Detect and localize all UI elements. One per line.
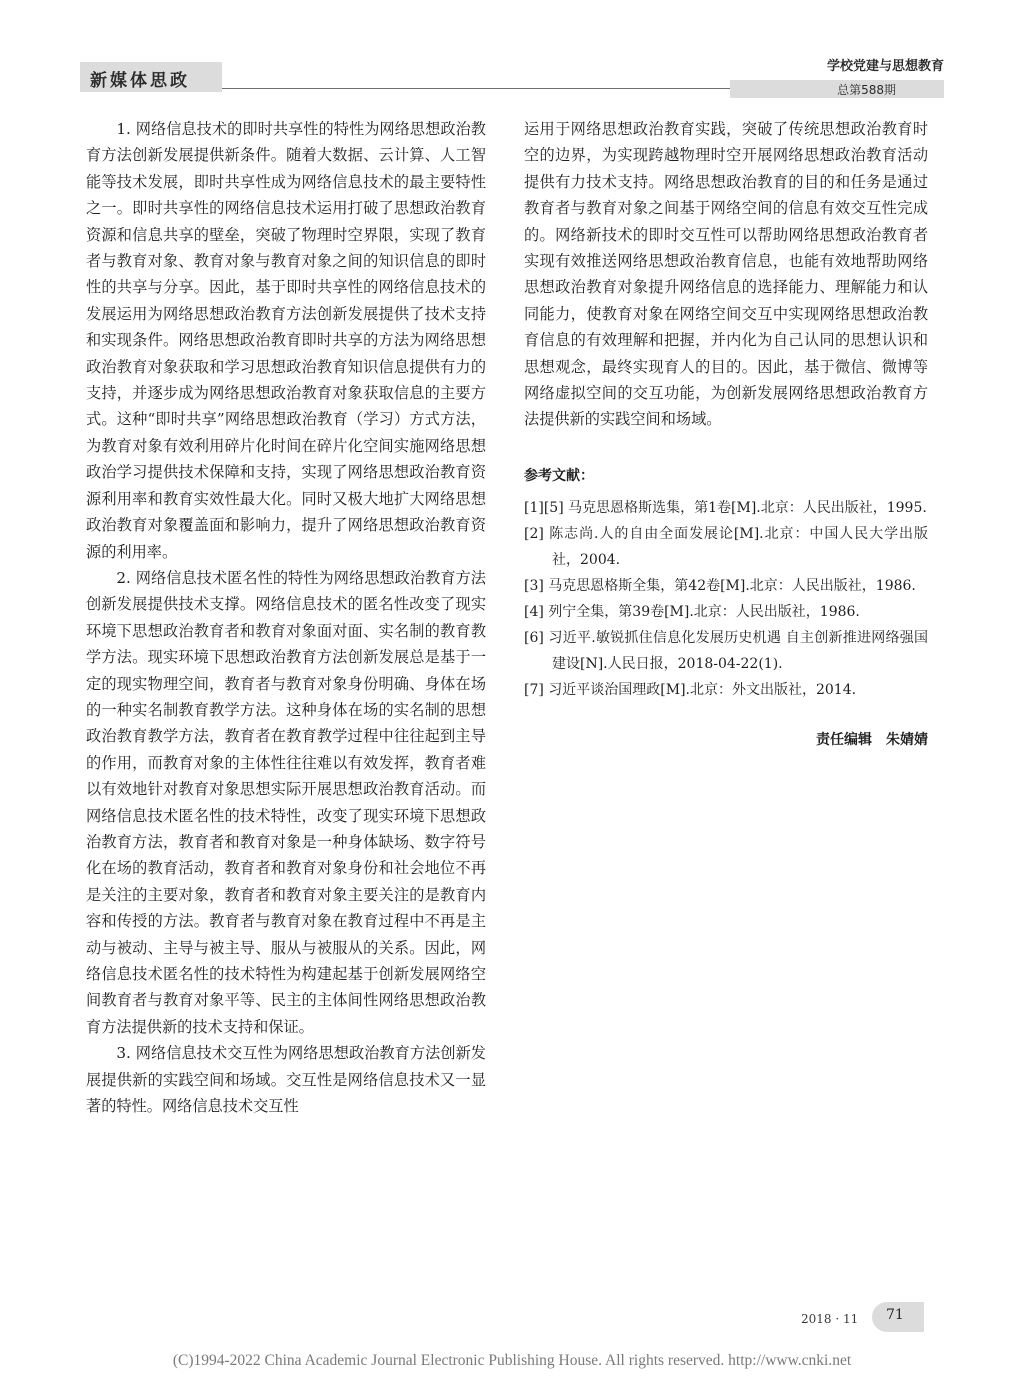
reference-item: [1][5] 马克思恩格斯选集，第1卷[M].北京：人民出版社，1995. bbox=[524, 500, 927, 517]
reference-item: [4] 列宁全集，第39卷[M].北京：人民出版社，1986. bbox=[524, 604, 860, 621]
section-label: 新媒体思政 bbox=[90, 71, 190, 91]
responsible-editor bbox=[524, 727, 928, 753]
right-column bbox=[524, 116, 928, 754]
section-label-box bbox=[80, 62, 222, 92]
references-title: 参考文献： bbox=[524, 467, 594, 484]
journal-title: 学校党建与思想教育 bbox=[826, 59, 944, 74]
editor-name: 朱婧婧 bbox=[886, 732, 928, 749]
body-paragraph: 运用于网络思想政治教育实践，突破了传统思想政治教育时空的边界，为实现跨越物理时空开展网络思想政治教育活动提供有力技术支持。网络思想政治教育的目的和任务是通过教育者与教育对象之间基于网络空间的信息有效交互性完成的。网络新技术的即时交互性可以帮助网络思想政治教育者实现有效推送网络思想政治教育信息，也能有效地帮助网络思想政治教育对象提升网络信息的选择能力、理解能力和认同能力，使教育对象在网络空间交互中实现网络思想政治教育信息的有效理解和把握，并内化为自己认同的思想认识和思想观念，最终实现育人的目的。因此，基于微信、微博等网络虚拟空间的交互功能，为创新发展网络思想政治教育方法提供新的实践空间和场域。 bbox=[524, 120, 928, 429]
reference-item: [2] 陈志尚.人的自由全面发展论[M].北京：中国人民大学出版社，2004. bbox=[524, 526, 928, 569]
page-number: 71 bbox=[886, 1307, 904, 1323]
reference-item: [7] 习近平谈治国理政[M].北京：外文出版社，2014. bbox=[524, 682, 857, 699]
reference-item: [3] 马克思恩格斯全集，第42卷[M].北京：人民出版社，1986. bbox=[524, 578, 916, 595]
copyright-notice: (C)1994-2022 China Academic Journal Electronic Publishing House. All rights reserved. http://www.cnki.net bbox=[172, 1352, 852, 1369]
body-paragraph: 2. 网络信息技术匿名性的特性为网络思想政治教育方法创新发展提供技术支撑。网络信息技术的匿名性改变了现实环境下思想政治教育者和教育对象面对面、实名制的教育教学方法。现实环境下思想政治教育方法创新发展总是基于一定的现实物理空间，教育者与教育对象身份明确、身体在场的一种实名制教育教学方法。这种身体在场的实名制的思想政治教育教学方法，教育者在教育教学过程中往往起到主导的作用，而教育对象的主体性往往难以有效发挥，教育者难以有效地针对教育对象思想实际开展思想政治教育活动。而网络信息技术匿名性的技术特性，改变了现实环境下思想政治教育方法，教育者和教育对象是一种身体缺场、数字符号化在场的教育活动，教育者和教育对象身份和社会地位不再是关注的主要对象，教育者和教育对象主要关注的是教育内容和传授的方法。教育者与教育对象在教育过程中不再是主动与被动、主导与被主导、服从与被服从的关系。因此，网络信息技术匿名性的技术特性为构建起基于创新发展网络空间教育者与教育对象平等、民主的主体间性网络思想政治教育方法提供新的技术支持和保证。 bbox=[86, 568, 486, 1036]
issue-date: 2018 · 11 bbox=[801, 1312, 859, 1326]
issue-box bbox=[730, 80, 944, 98]
issue-number: 总第588期 bbox=[837, 83, 896, 97]
journal-header bbox=[730, 55, 944, 98]
body-paragraph: 1. 网络信息技术的即时共享性的特性为网络思想政治教育方法创新发展提供新条件。随着大数据、云计算、人工智能等技术发展，即时共享性成为网络信息技术的最主要特性之一。即时共享性的网络信息技术运用打破了思想政治教育资源和信息共享的壁垒，突破了物理时空界限，实现了教育者与教育对象、教育对象与教育对象之间的知识信息的即时性的共享与分享。因此，基于即时共享性的网络信息技术的发展运用为网络思想政治教育方法创新发展提供了技术支持和实现条件。网络思想政治教育即时共享的方法为网络思想政治教育对象获取和学习思想政治教育知识信息提供有力的支持，并逐步成为网络思想政治教育对象获取信息的主要方式。这种“即时共享”网络思想政治教育（学习）方式方法，为教育对象有效利用碎片化时间在碎片化空间实施网络思想政治学习提供技术保障和支持，实现了网络思想政治教育资源利用率和教育实效性最大化。同时又极大地扩大网络思想政治教育对象覆盖面和影响力，提升了网络思想政治教育资源的利用率。 bbox=[86, 120, 486, 561]
body-paragraph: 3. 网络信息技术交互性为网络思想政治教育方法创新发展提供新的实践空间和场域。交互性是网络信息技术又一显著的特性。网络信息技术交互性 bbox=[86, 1044, 486, 1116]
reference-item: [6] 习近平.敏锐抓住信息化发展历史机遇 自主创新推进网络强国建设[N].人民日报，2018-04-22(1). bbox=[524, 630, 928, 673]
editor-label: 责任编辑 bbox=[816, 732, 872, 749]
left-column bbox=[86, 116, 486, 1119]
header-rule bbox=[222, 88, 730, 89]
